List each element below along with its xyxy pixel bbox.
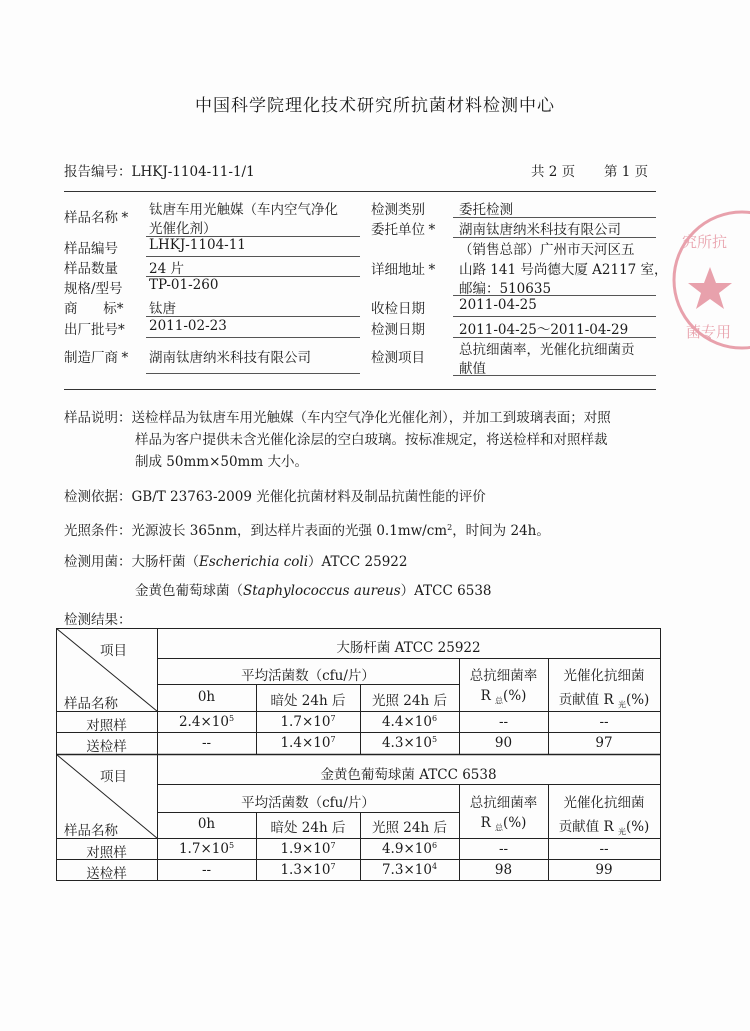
col-light: 光照 24h 后 xyxy=(372,693,447,709)
trademark-value: 钛唐 xyxy=(149,301,176,317)
spec-label: 规格/型号 xyxy=(64,281,123,297)
table-cell: -- xyxy=(599,841,609,857)
avg-count-header: 平均活菌数（cfu/片） xyxy=(241,668,375,684)
table-cell: $4.3\times 10^5$ xyxy=(381,735,438,751)
table-cell: $1.4\times 10^7$ xyxy=(280,735,336,751)
trademark-label: 商 标* xyxy=(64,301,124,317)
table-cell: 98 xyxy=(494,862,513,878)
table-cell: 97 xyxy=(595,735,613,751)
address-line3: 邮编：510635 xyxy=(459,281,552,297)
table-cell: $1.7\times 10^7$ xyxy=(280,714,336,730)
sample-name-line2: 光催化剂） xyxy=(149,221,217,237)
page-number: 第 1 页 xyxy=(604,164,649,180)
table-cell: -- xyxy=(599,714,609,730)
maker-value: 湖南钛唐纳米科技有限公司 xyxy=(149,350,311,366)
table-cell: $2.4\times 10^5$ xyxy=(178,714,235,730)
light-label: 光照条件： xyxy=(64,523,132,539)
receive-date-label: 收检日期 xyxy=(371,301,425,317)
description-line3: 制成 50mm×50mm 大小。 xyxy=(135,454,308,470)
client-label: 委托单位 * xyxy=(371,222,436,238)
col-dark: 暗处 24h 后 xyxy=(270,693,346,709)
table-row-name: 对照样 xyxy=(86,845,127,861)
col-photo-value: 光催化抗细菌 贡献值 R $_光$(%) xyxy=(558,668,650,710)
description-line2: 样品为客户提供未含光催化涂层的空白玻璃。按标准规定，将送检样和对照样裁 xyxy=(135,432,608,448)
items-line1: 总抗细菌率，光催化抗细菌贡 xyxy=(459,342,635,358)
svg-text:菌专用: 菌专用 xyxy=(686,323,732,341)
strain-1-latin: Escherichia coli xyxy=(199,554,309,570)
strains-label: 检测用菌： xyxy=(64,554,132,570)
test-strain-2: 金黄色葡萄球菌（Staphylococcus aureus）ATCC 6538 xyxy=(135,583,492,599)
client-value: 湖南钛唐纳米科技有限公司 xyxy=(459,222,621,238)
items-line2: 献值 xyxy=(459,361,486,377)
col-total-rate: 总抗细菌率 R $_总$(%) xyxy=(469,668,538,706)
light-exponent: 2 xyxy=(447,523,453,532)
strain-2-latin: Staphylococcus aureus xyxy=(243,583,401,599)
table-cell: 99 xyxy=(595,862,613,878)
sample-name-line1: 钛唐车用光触媒（车内空气净化 xyxy=(149,202,338,218)
test-type-label: 检测类别 xyxy=(371,202,425,218)
table-row-name: 对照样 xyxy=(86,718,127,734)
table-item-header: 项目 xyxy=(100,643,127,659)
strain-1-header: 大肠杆菌 ATCC 25922 xyxy=(336,640,481,656)
address-line1: （销售总部）广州市天河区五 xyxy=(459,242,635,258)
quantity-value: 24 片 xyxy=(149,261,184,277)
table-cell: $1.9\times 10^7$ xyxy=(280,841,336,857)
address-line2: 山路 141 号尚德大厦 A2117 室， xyxy=(459,262,668,278)
table-sample-name-header: 样品名称 xyxy=(64,823,118,839)
col-light: 光照 24h 后 xyxy=(372,820,447,836)
table-row-name: 送检样 xyxy=(86,866,127,882)
items-label: 检测项目 xyxy=(371,350,425,366)
test-type-value: 委托检测 xyxy=(459,202,513,218)
table-cell: -- xyxy=(201,862,212,878)
test-date-value: 2011-04-25～2011-04-29 xyxy=(459,322,629,338)
table-cell: $1.7\times 10^5$ xyxy=(178,841,235,857)
table-item-header: 项目 xyxy=(100,769,127,785)
batch-label: 出厂批号* xyxy=(64,322,125,338)
report-number-value: LHKJ-1104-11-1/1 xyxy=(131,164,255,180)
description-label: 样品说明： xyxy=(64,410,132,426)
sample-name-label: 样品名称 * xyxy=(64,210,129,226)
report-number-label: 报告编号： xyxy=(64,164,132,180)
sample-no-value: LHKJ-1104-11 xyxy=(149,237,246,253)
maker-label: 制造厂商 * xyxy=(64,350,129,366)
receive-date-value: 2011-04-25 xyxy=(459,297,537,313)
table-cell: $7.3\times 10^4$ xyxy=(381,862,438,878)
table-sample-name-header: 样品名称 xyxy=(64,696,118,712)
document-title: 中国科学院理化技术研究所抗菌材料检测中心 xyxy=(195,96,555,116)
description-line1: 送检样品为钛唐车用光触媒（车内空气净化光催化剂），并加工到玻璃表面；对照 xyxy=(131,410,611,426)
basis-text: GB/T 23763-2009 光催化抗菌材料及制品抗菌性能的评价 xyxy=(131,489,486,505)
table-cell: $4.9\times 10^6$ xyxy=(381,841,438,857)
test-date-label: 检测日期 xyxy=(371,322,425,338)
avg-count-header: 平均活菌数（cfu/片） xyxy=(241,795,375,811)
table-row-name: 送检样 xyxy=(86,739,127,755)
svg-text:究所抗: 究所抗 xyxy=(682,233,728,251)
table-cell: $4.4\times 10^6$ xyxy=(381,714,438,730)
batch-value: 2011-02-23 xyxy=(149,318,227,334)
table-cell: -- xyxy=(498,841,509,857)
col-total-rate: 总抗细菌率 R $_总$(%) xyxy=(469,795,538,833)
table-cell: -- xyxy=(498,714,509,730)
sample-no-label: 样品编号 xyxy=(64,241,118,257)
official-seal xyxy=(672,205,750,365)
col-dark: 暗处 24h 后 xyxy=(270,820,346,836)
table-cell: -- xyxy=(201,735,212,751)
light-text-a: 光源波长 365nm，到达样片表面的光强 0.1mw/cm xyxy=(131,523,448,539)
results-label: 检测结果： xyxy=(64,612,132,628)
light-text-b: ，时间为 24h。 xyxy=(452,523,550,539)
basis-label: 检测依据： xyxy=(64,489,132,505)
spec-value: TP-01-260 xyxy=(149,277,219,293)
col-photo-value: 光催化抗细菌 贡献值 R $_光$(%) xyxy=(558,795,650,837)
test-strain-1: 检测用菌：大肠杆菌（Escherichia coli）ATCC 25922 xyxy=(64,554,408,570)
col-0h: 0h xyxy=(197,816,216,832)
page-count: 共 2 页 xyxy=(531,164,576,180)
strain-2-header: 金黄色葡萄球菌 ATCC 6538 xyxy=(320,767,497,783)
address-label: 详细地址 * xyxy=(371,262,436,278)
quantity-label: 样品数量 xyxy=(64,261,118,277)
table-cell: 90 xyxy=(494,735,513,751)
col-0h: 0h xyxy=(197,689,216,705)
table-cell: $1.3\times 10^7$ xyxy=(280,862,336,878)
